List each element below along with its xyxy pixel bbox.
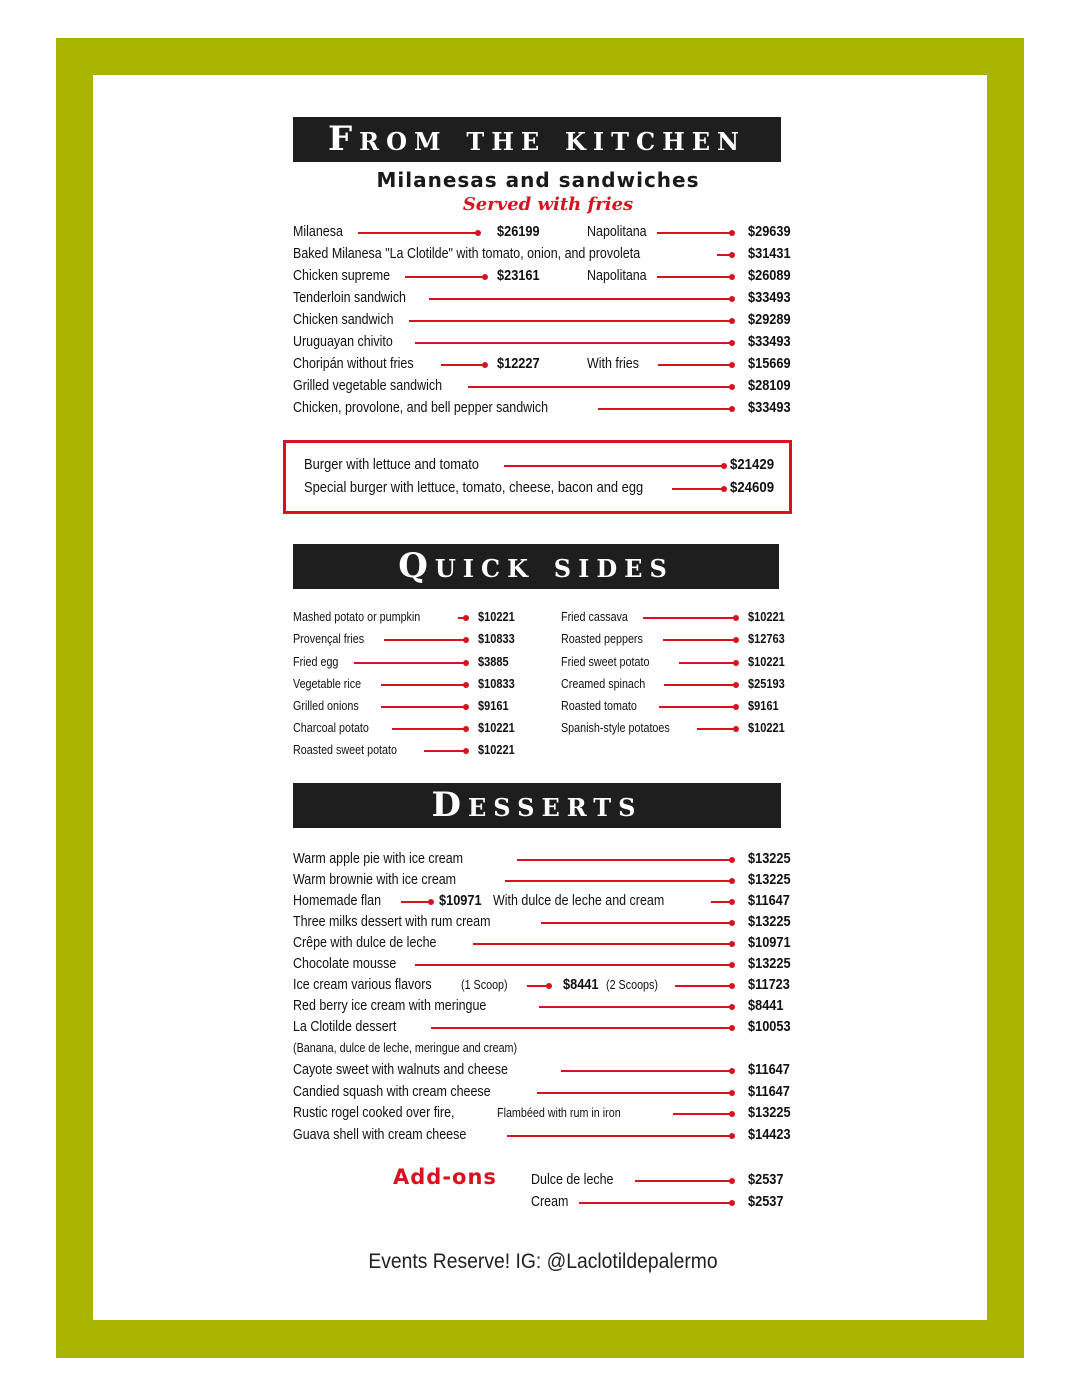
leader-line (441, 364, 485, 366)
item-label: Provençal fries (293, 632, 365, 646)
item-price: $2537 (748, 1194, 784, 1210)
addons-title: Add-ons (393, 1165, 497, 1189)
item-price: $2537 (748, 1172, 784, 1188)
leader-line (659, 706, 736, 708)
menu-item-tenderloin-sandwich (293, 288, 803, 308)
leader-line (415, 964, 732, 966)
item-price: $23161 (497, 268, 540, 284)
leader-line (672, 488, 724, 490)
leader-line (527, 985, 549, 987)
item-label: Baked Milanesa "La Clotilde" with tomato, onion, and provoleta (293, 246, 641, 262)
dessert-item (293, 1060, 803, 1080)
item-price: $10221 (748, 721, 785, 735)
item-label: Creamed spinach (561, 677, 646, 691)
side-item (561, 607, 801, 627)
item-price-2: $33493 (748, 290, 791, 306)
side-item (561, 652, 801, 672)
item-label: Spanish-style potatoes (561, 721, 670, 735)
side-item (293, 652, 533, 672)
item-label: Chocolate mousse (293, 956, 397, 972)
item-price-2: $11647 (748, 893, 790, 909)
item-label-2: Napolitana (587, 268, 647, 284)
item-label: Burger with lettuce and tomato (304, 456, 479, 473)
item-label: Charcoal potato (293, 721, 369, 735)
leader-line (561, 1070, 732, 1072)
item-price-2: $13225 (748, 872, 791, 888)
leader-line (401, 901, 431, 903)
item-label: Candied squash with cream cheese (293, 1084, 491, 1100)
item-label: Roasted peppers (561, 632, 643, 646)
leader-line (697, 728, 736, 730)
leader-line (429, 298, 732, 300)
item-price-2: $13225 (748, 956, 791, 972)
item-label: Homemade flan (293, 893, 382, 909)
menu-item-milanesa (293, 222, 803, 242)
item-price-2: $10053 (748, 1019, 791, 1035)
leader-line (468, 386, 732, 388)
leader-line (424, 750, 466, 752)
menu-item-baked-milanesa (293, 244, 803, 264)
item-price-2: $11647 (748, 1062, 790, 1078)
leader-line (658, 364, 732, 366)
dessert-item (293, 1103, 803, 1123)
item-price-2: $13225 (748, 1105, 791, 1121)
dessert-item (293, 1082, 803, 1102)
burger-box (283, 440, 792, 514)
side-item (561, 718, 801, 738)
item-label: Guava shell with cream cheese (293, 1127, 467, 1143)
item-label: Dulce de leche (531, 1172, 614, 1188)
leader-line (415, 342, 732, 344)
item-label: Milanesa (293, 224, 343, 240)
item-price: $10221 (748, 610, 785, 624)
leader-line (673, 1113, 732, 1115)
leader-line (384, 639, 466, 641)
leader-line (664, 684, 736, 686)
item-price-2: $10971 (748, 935, 791, 951)
dessert-item (293, 912, 803, 932)
item-price: $3885 (478, 655, 509, 669)
addon-item (531, 1192, 803, 1212)
item-price: $10221 (478, 743, 515, 757)
item-price: $10221 (478, 721, 515, 735)
menu-item-grilled-vegetable-sandwich (293, 376, 803, 396)
sides-banner: Quick sides (293, 544, 779, 589)
menu-item-chicken-provolone-sandwich (293, 398, 803, 418)
dessert-item (293, 849, 803, 869)
kitchen-subtitle: Milanesas and sandwiches (376, 168, 700, 192)
item-label: Grilled onions (293, 699, 359, 713)
served-with-fries-note: Served with fries (462, 194, 634, 215)
leader-line (717, 254, 732, 256)
item-price: $10833 (478, 677, 515, 691)
leader-line (392, 728, 466, 730)
leader-line (537, 1092, 732, 1094)
item-label: Special burger with lettuce, tomato, cheese, bacon and egg (304, 479, 644, 496)
leader-line (598, 408, 732, 410)
item-price-2: $11723 (748, 977, 790, 993)
side-item (293, 629, 533, 649)
menu-item-burger (304, 455, 784, 475)
item-price-2: $28109 (748, 378, 791, 394)
menu-item-chicken-supreme (293, 266, 803, 286)
dessert-item (293, 933, 803, 953)
desserts-banner: Desserts (293, 783, 781, 828)
item-label: Mashed potato or pumpkin (293, 610, 421, 624)
item-label: Chicken, provolone, and bell pepper sandwich (293, 400, 549, 416)
item-label: Chicken sandwich (293, 312, 394, 328)
side-item (293, 740, 533, 760)
leader-line (711, 901, 732, 903)
leader-line (458, 617, 466, 619)
item-price-2: $31431 (748, 246, 791, 262)
item-label: Choripán without fries (293, 356, 414, 372)
leader-line (657, 276, 732, 278)
dessert-description (293, 1038, 803, 1058)
item-label-2: Napolitana (587, 224, 647, 240)
side-item (293, 718, 533, 738)
item-price: $25193 (748, 677, 785, 691)
leader-line (517, 859, 732, 861)
menu-item-special-burger (304, 478, 784, 498)
leader-line (431, 1027, 732, 1029)
leader-line (358, 232, 478, 234)
item-price-2: $13225 (748, 851, 791, 867)
side-item (561, 696, 801, 716)
dessert-item (293, 996, 803, 1016)
item-label: Uruguayan chivito (293, 334, 393, 350)
item-label: Roasted tomato (561, 699, 637, 713)
item-price-2: $29639 (748, 224, 791, 240)
item-price-2: $29289 (748, 312, 791, 328)
item-price-2: $13225 (748, 914, 791, 930)
leader-line (507, 1135, 732, 1137)
item-label: Warm apple pie with ice cream (293, 851, 464, 867)
item-price-2: $14423 (748, 1127, 791, 1143)
kitchen-banner: From the kitchen (293, 117, 781, 162)
leader-line (381, 684, 466, 686)
leader-line (657, 232, 732, 234)
dessert-item (293, 1017, 803, 1037)
item-price-2: $26089 (748, 268, 791, 284)
item-price-2: $33493 (748, 400, 791, 416)
item-price: $9161 (478, 699, 509, 713)
item-price-2: $15669 (748, 356, 791, 372)
item-note: (1 Scoop) (461, 978, 508, 992)
item-label: Cream (531, 1194, 569, 1210)
dessert-item (293, 891, 803, 911)
item-price: $9161 (748, 699, 779, 713)
item-price: $12763 (748, 632, 785, 646)
item-label: Grilled vegetable sandwich (293, 378, 443, 394)
item-price-2: $8441 (748, 998, 784, 1014)
leader-line (505, 880, 732, 882)
item-price: $10221 (478, 610, 515, 624)
addon-item (531, 1170, 803, 1190)
dessert-item (293, 1125, 803, 1145)
item-label: Roasted sweet potato (293, 743, 397, 757)
menu-item-choripan (293, 354, 803, 374)
item-price: $26199 (497, 224, 540, 240)
item-price-2: $33493 (748, 334, 791, 350)
item-label: La Clotilde dessert (293, 1019, 397, 1035)
item-label: Chicken supreme (293, 268, 391, 284)
dessert-item (293, 954, 803, 974)
leader-line (381, 706, 466, 708)
leader-line (579, 1202, 732, 1204)
item-label: Fried cassava (561, 610, 628, 624)
events-instagram-footer: Events Reserve! IG: @Laclotildepalermo (368, 1250, 718, 1273)
leader-line (663, 639, 736, 641)
item-price-2: $11647 (748, 1084, 790, 1100)
leader-line (679, 662, 736, 664)
leader-line (539, 1006, 732, 1008)
item-label-2: With dulce de leche and cream (493, 893, 665, 909)
item-price: $21429 (730, 456, 775, 473)
item-label: Cayote sweet with walnuts and cheese (293, 1062, 508, 1078)
menu-item-uruguayan-chivito (293, 332, 803, 352)
leader-line (675, 985, 732, 987)
item-label: Fried sweet potato (561, 655, 650, 669)
side-item (561, 674, 801, 694)
item-label: Warm brownie with ice cream (293, 872, 457, 888)
leader-line (354, 662, 466, 664)
side-item (293, 696, 533, 716)
item-label: Three milks dessert with rum cream (293, 914, 491, 930)
item-label: (Banana, dulce de leche, meringue and cream) (293, 1041, 518, 1055)
leader-line (504, 465, 724, 467)
item-price: $10221 (748, 655, 785, 669)
item-label: Fried egg (293, 655, 339, 669)
item-price: $10833 (478, 632, 515, 646)
leader-line (409, 320, 732, 322)
item-price: $12227 (497, 356, 540, 372)
leader-line (473, 943, 732, 945)
item-label: Rustic rogel cooked over fire, (293, 1105, 455, 1121)
item-label-2: With fries (587, 356, 639, 372)
item-label: Crêpe with dulce de leche (293, 935, 437, 951)
item-label: Tenderloin sandwich (293, 290, 406, 306)
item-note: Flambéed with rum in iron (497, 1106, 621, 1120)
side-item (293, 674, 533, 694)
side-item (561, 629, 801, 649)
item-label: Red berry ice cream with meringue (293, 998, 487, 1014)
item-price: $8441 (563, 977, 599, 993)
item-price: $24609 (730, 479, 775, 496)
leader-line (643, 617, 736, 619)
dessert-item (293, 870, 803, 890)
leader-line (541, 922, 732, 924)
dessert-item (293, 975, 803, 995)
item-label: Ice cream various flavors (293, 977, 432, 993)
side-item (293, 607, 533, 627)
leader-line (405, 276, 485, 278)
item-note-2: (2 Scoops) (606, 978, 658, 992)
item-price: $10971 (439, 893, 482, 909)
item-label: Vegetable rice (293, 677, 362, 691)
leader-line (635, 1180, 732, 1182)
menu-item-chicken-sandwich (293, 310, 803, 330)
